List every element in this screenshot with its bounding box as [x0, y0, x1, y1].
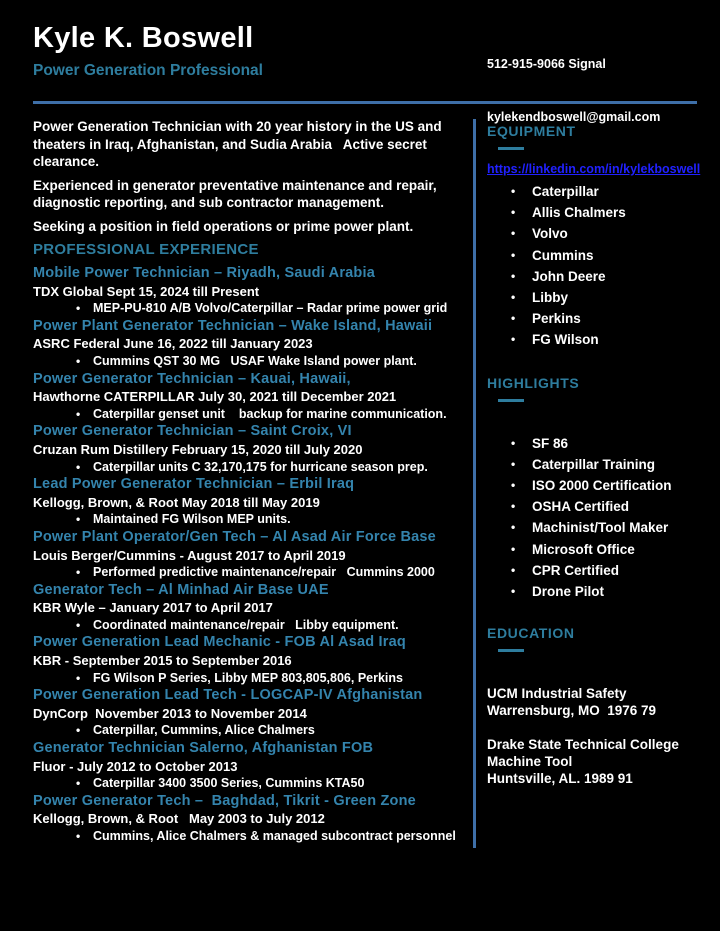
job-bullet — [33, 722, 467, 740]
education-heading: EDUCATION — [487, 625, 575, 642]
list-item — [487, 202, 702, 223]
job-company-dates: Kellogg, Brown, & Root May 2003 to July 2012 — [33, 811, 325, 827]
bullet-dot-icon: • — [511, 478, 516, 493]
job-entry — [33, 318, 467, 371]
email-address: kylekendboswell@gmail.com — [487, 109, 661, 124]
list-item — [487, 245, 702, 266]
list-item-label: John Deere — [532, 268, 606, 284]
job-entry — [33, 476, 467, 529]
bullet-dot-icon: • — [76, 301, 81, 316]
job-bullet-text: MEP-PU-810 A/B Volvo/Caterpillar – Radar prime power grid — [93, 301, 448, 316]
header-divider-line — [33, 101, 697, 104]
bullet-dot-icon: • — [511, 584, 516, 599]
job-bullet-text: Performed predictive maintenance/repair Cummins 2000 — [93, 565, 435, 580]
list-item-label: SF 86 — [532, 435, 569, 451]
job-bullet — [33, 775, 467, 793]
job-bullet-text: Coordinated maintenance/repair Libby equipment. — [93, 617, 399, 632]
bullet-dot-icon: • — [511, 456, 516, 471]
list-item — [487, 266, 702, 287]
job-bullet-text: Caterpillar genset unit backup for marine communication. — [93, 406, 447, 421]
job-entry — [33, 793, 467, 846]
summary-section — [33, 118, 467, 235]
bullet-dot-icon: • — [511, 520, 516, 535]
bullet-dot-icon: • — [511, 311, 516, 326]
job-bullet — [33, 617, 467, 635]
bullet-dot-icon: • — [511, 562, 516, 577]
highlights-section — [487, 375, 702, 603]
education-heading-underline — [498, 649, 524, 652]
job-bullet — [33, 300, 467, 318]
list-item — [487, 223, 702, 244]
education-line: Drake State Technical College — [487, 737, 679, 753]
education-line: Huntsville, AL. 1989 91 — [487, 771, 633, 787]
job-bullet-text: FG Wilson P Series, Libby MEP 803,805,806, Perkins — [93, 670, 403, 685]
list-item — [487, 560, 702, 581]
job-entry — [33, 740, 467, 793]
education-section — [487, 625, 702, 787]
job-title: Power Generator Tech – Baghdad, Tikrit - Green Zone — [33, 792, 416, 809]
list-item — [487, 539, 702, 560]
highlights-list — [487, 433, 702, 603]
list-item-label: Libby — [532, 290, 568, 306]
job-entry — [33, 371, 467, 424]
list-item — [487, 517, 702, 538]
professional-title: Power Generation Professional — [33, 62, 263, 79]
job-company-dates: ASRC Federal June 16, 2022 till January 2023 — [33, 336, 313, 352]
sidebar — [487, 119, 702, 804]
list-item-label: Cummins — [532, 247, 594, 263]
bullet-dot-icon: • — [76, 353, 81, 368]
bullet-dot-icon: • — [76, 723, 81, 738]
bullet-dot-icon: • — [511, 499, 516, 514]
list-item-label: CPR Certified — [532, 562, 620, 578]
list-item — [487, 181, 702, 202]
job-title: Power Generation Lead Mechanic - FOB Al Asad Iraq — [33, 634, 406, 651]
job-title: Mobile Power Technician – Riyadh, Saudi Arabia — [33, 265, 375, 281]
list-item-label: Drone Pilot — [532, 584, 605, 600]
linkedin-link[interactable]: https://linkedin.com/in/kylekboswell — [487, 162, 701, 176]
job-title: Power Generator Technician – Kauai, Hawaii, — [33, 370, 351, 387]
job-entry — [33, 634, 467, 687]
education-entry — [487, 736, 702, 787]
job-title: Lead Power Generator Technician – Erbil Iraq — [33, 476, 355, 493]
job-entry — [33, 687, 467, 740]
job-bullet — [33, 406, 467, 424]
education-line: Machine Tool — [487, 754, 573, 770]
list-item-label: Volvo — [532, 226, 568, 242]
education-line: UCM Industrial Safety — [487, 686, 627, 702]
list-item-label: FG Wilson — [532, 332, 599, 348]
list-item — [487, 496, 702, 517]
list-item — [487, 475, 702, 496]
job-entry — [33, 582, 467, 635]
job-bullet — [33, 511, 467, 529]
bullet-dot-icon: • — [76, 459, 81, 474]
job-company-dates: DynCorp November 2013 to November 2014 — [33, 705, 307, 721]
equipment-list — [487, 181, 702, 351]
list-item-label: Machinist/Tool Maker — [532, 520, 669, 536]
list-item — [487, 433, 702, 454]
highlights-heading-underline — [498, 399, 524, 402]
bullet-dot-icon: • — [511, 205, 516, 220]
equipment-section — [487, 123, 702, 351]
bullet-dot-icon: • — [76, 670, 81, 685]
job-title: Power Plant Operator/Gen Tech – Al Asad Air Force Base — [33, 528, 436, 545]
list-item — [487, 329, 702, 350]
list-item-label: Caterpillar — [532, 184, 599, 199]
bullet-dot-icon: • — [511, 268, 516, 283]
list-item-label: Perkins — [532, 311, 581, 327]
job-bullet-text: Maintained FG Wilson MEP units. — [93, 512, 291, 527]
list-item-label: OSHA Certified — [532, 499, 630, 515]
summary-paragraph: Experienced in generator preventative maintenance and repair, diagnostic reporting, and sub contractor management. — [33, 177, 441, 210]
list-item-label: ISO 2000 Certification — [532, 478, 672, 494]
list-item — [487, 454, 702, 475]
job-company-dates: Hawthorne CATERPILLAR July 30, 2021 till December 2021 — [33, 389, 397, 405]
equipment-heading-underline — [498, 147, 524, 150]
job-company-dates: Fluor - July 2012 to October 2013 — [33, 758, 238, 774]
summary-paragraph: Power Generation Technician with 20 year history in the US and theaters in Iraq, Afghanistan, and Sudia Arabia Active secret clearance. — [33, 119, 446, 169]
job-bullet — [33, 459, 467, 477]
job-title: Power Generator Technician – Saint Croix, VI — [33, 423, 352, 440]
list-item — [487, 581, 702, 602]
bullet-dot-icon: • — [511, 332, 516, 347]
person-name: Kyle K. Boswell — [33, 22, 254, 54]
list-item — [487, 287, 702, 308]
highlights-heading: HIGHLIGHTS — [487, 374, 580, 391]
job-title: Generator Tech – Al Minhad Air Base UAE — [33, 581, 329, 598]
education-entry — [487, 685, 702, 719]
job-title: Power Generation Lead Tech - LOGCAP-IV Afghanistan — [33, 687, 423, 704]
job-bullet — [33, 828, 467, 846]
education-entries — [487, 685, 702, 787]
summary-paragraph: Seeking a position in field operations or prime power plant. — [33, 218, 414, 234]
bullet-dot-icon: • — [511, 541, 516, 556]
job-title: Generator Technician Salerno, Afghanistan FOB — [33, 740, 374, 757]
job-title: Power Plant Generator Technician – Wake Island, Hawaii — [33, 317, 433, 334]
job-company-dates: Kellogg, Brown, & Root May 2018 till May 2019 — [33, 494, 320, 510]
equipment-heading: EQUIPMENT — [487, 123, 576, 139]
main-column — [33, 118, 467, 846]
bullet-dot-icon: • — [511, 290, 516, 305]
job-company-dates: Cruzan Rum Distillery February 15, 2020 till July 2020 — [33, 441, 363, 457]
bullet-dot-icon: • — [511, 226, 516, 241]
bullet-dot-icon: • — [76, 512, 81, 527]
bullet-dot-icon: • — [76, 776, 81, 791]
job-entry — [33, 423, 467, 476]
bullet-dot-icon: • — [511, 247, 516, 262]
phone-number: 512-915-9066 Signal — [487, 57, 606, 71]
bullet-dot-icon: • — [511, 184, 516, 198]
job-bullet — [33, 353, 467, 371]
job-bullet-text: Cummins QST 30 MG USAF Wake Island power plant. — [93, 353, 417, 368]
job-bullet — [33, 670, 467, 688]
job-entry — [33, 265, 467, 318]
list-item — [487, 308, 702, 329]
job-bullet-text: Cummins, Alice Chalmers & managed subcontract personnel — [93, 829, 456, 843]
list-item-label: Microsoft Office — [532, 541, 635, 557]
experience-list — [33, 265, 467, 846]
list-item-label: Allis Chalmers — [532, 205, 626, 221]
column-divider-line — [473, 119, 476, 848]
job-bullet-text: Caterpillar units C 32,170,175 for hurricane season prep. — [93, 459, 428, 474]
job-bullet-text: Caterpillar, Cummins, Alice Chalmers — [93, 723, 315, 738]
job-company-dates: TDX Global Sept 15, 2024 till Present — [33, 283, 260, 299]
bullet-dot-icon: • — [76, 829, 81, 843]
experience-heading: PROFESSIONAL EXPERIENCE — [33, 241, 259, 258]
bullet-dot-icon: • — [76, 565, 81, 580]
list-item-label: Caterpillar Training — [532, 456, 656, 472]
job-bullet — [33, 564, 467, 582]
bullet-dot-icon: • — [76, 406, 81, 421]
education-line: Warrensburg, MO 1976 79 — [487, 703, 657, 719]
bullet-dot-icon: • — [76, 617, 81, 632]
job-bullet-text: Caterpillar 3400 3500 Series, Cummins KTA50 — [93, 776, 365, 791]
job-company-dates: KBR - September 2015 to September 2016 — [33, 653, 292, 669]
job-entry — [33, 529, 467, 582]
bullet-dot-icon: • — [511, 435, 516, 450]
job-company-dates: Louis Berger/Cummins - August 2017 to April 2019 — [33, 547, 346, 563]
job-company-dates: KBR Wyle – January 2017 to April 2017 — [33, 600, 273, 616]
